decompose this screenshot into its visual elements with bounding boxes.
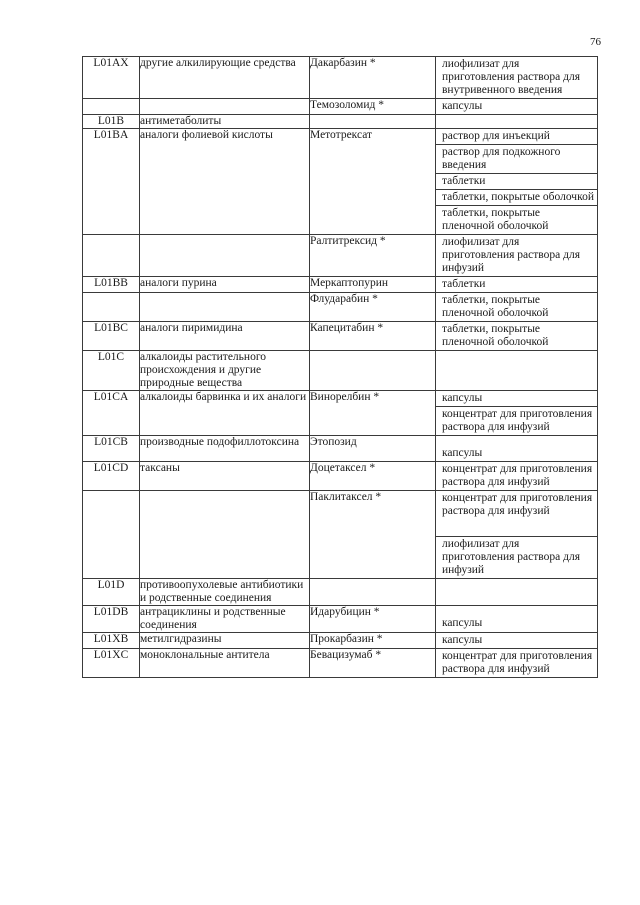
dosage-form: таблетки, покрытые пленочной оболочкой [442, 294, 549, 319]
dosage-form: концентрат для приготовления раствора для инфузий [436, 406, 597, 435]
group-name: противоопухолевые антибиотики и родственные соединения [140, 579, 310, 606]
dosage-forms [436, 606, 598, 633]
group-name: антиметаболиты [140, 115, 310, 129]
dosage-form: капсулы [442, 634, 483, 646]
table-row [83, 115, 598, 129]
atc-code: L01B [83, 115, 140, 129]
atc-code: L01BC [83, 322, 140, 351]
drug-name: Меркаптопурин [310, 277, 436, 293]
drug-name: Дакарбазин * [310, 57, 436, 99]
group-name [140, 99, 310, 115]
table-row [83, 436, 598, 462]
drug-name [310, 579, 436, 606]
drug-name: Бевацизумаб * [310, 649, 436, 678]
dosage-form: капсулы [442, 447, 483, 459]
drug-name: Идарубицин * [310, 606, 436, 633]
dosage-forms [436, 99, 598, 115]
table-row [83, 633, 598, 649]
dosage-form [436, 351, 597, 353]
drug-name: Прокарбазин * [310, 633, 436, 649]
group-name: алкалоиды растительного происхождения и другие природные вещества [140, 351, 310, 391]
atc-code: L01D [83, 579, 140, 606]
group-name: производные подофиллотоксина [140, 436, 310, 462]
table-row [83, 491, 598, 579]
dosage-forms [436, 633, 598, 649]
table-row [83, 606, 598, 633]
dosage-forms [436, 57, 598, 99]
dosage-forms [436, 391, 598, 436]
table-row [83, 351, 598, 391]
atc-code: L01AX [83, 57, 140, 99]
table-row [83, 391, 598, 436]
dosage-form: таблетки [436, 173, 597, 189]
dosage-form: таблетки [442, 278, 486, 290]
group-name: таксаны [140, 462, 310, 491]
dosage-forms [436, 293, 598, 322]
table-row [83, 99, 598, 115]
dosage-form: лиофилизат для приготовления раствора для внутривенного введения [442, 58, 580, 96]
group-name [140, 235, 310, 277]
group-name: аналоги пурина [140, 277, 310, 293]
table-row [83, 462, 598, 491]
atc-code: L01CD [83, 462, 140, 491]
dosage-form: лиофилизат для приготовления раствора для инфузий [436, 536, 597, 578]
group-name [140, 491, 310, 579]
drug-table [82, 56, 598, 678]
group-name: алкалоиды барвинка и их аналоги [140, 391, 310, 436]
table-row [83, 57, 598, 99]
drug-name: Винорелбин * [310, 391, 436, 436]
dosage-form: раствор для подкожного введения [436, 144, 597, 173]
dosage-forms [436, 322, 598, 351]
dosage-forms [436, 579, 598, 606]
drug-name: Паклитаксел * [310, 491, 436, 579]
group-name: аналоги фолиевой кислоты [140, 129, 310, 235]
dosage-form: лиофилизат для приготовления раствора для инфузий [442, 236, 580, 274]
drug-name [310, 115, 436, 129]
drug-name: Этопозид [310, 436, 436, 462]
group-name: антрациклины и родственные соединения [140, 606, 310, 633]
group-name: аналоги пиримидина [140, 322, 310, 351]
group-name [140, 293, 310, 322]
dosage-form: таблетки, покрытые пленочной оболочкой [442, 323, 549, 348]
dosage-form: капсулы [442, 392, 483, 404]
dosage-forms [436, 129, 598, 235]
dosage-form: таблетки, покрытые пленочной оболочкой [436, 205, 597, 234]
dosage-forms [436, 436, 598, 462]
table-row [83, 277, 598, 293]
drug-name: Темозоломид * [310, 99, 436, 115]
table-row [83, 649, 598, 678]
dosage-form: концентрат для приготовления раствора для инфузий [442, 492, 593, 517]
atc-code: L01XB [83, 633, 140, 649]
dosage-form: капсулы [442, 617, 483, 629]
table-row [83, 579, 598, 606]
dosage-forms [436, 491, 598, 579]
atc-code: L01DB [83, 606, 140, 633]
atc-code: L01XC [83, 649, 140, 678]
dosage-forms [436, 649, 598, 678]
drug-name: Капецитабин * [310, 322, 436, 351]
dosage-forms [436, 277, 598, 293]
drug-name [310, 351, 436, 391]
atc-code: L01BA [83, 129, 140, 235]
dosage-form: капсулы [442, 100, 483, 112]
dosage-forms [436, 462, 598, 491]
group-name: метилгидразины [140, 633, 310, 649]
dosage-form [436, 115, 597, 117]
drug-name: Доцетаксел * [310, 462, 436, 491]
atc-code: L01CB [83, 436, 140, 462]
table-row [83, 129, 598, 235]
drug-name: Метотрексат [310, 129, 436, 235]
dosage-forms [436, 351, 598, 391]
atc-code [83, 99, 140, 115]
dosage-form: концентрат для приготовления раствора для инфузий [442, 650, 593, 675]
table-row [83, 293, 598, 322]
atc-code [83, 235, 140, 277]
dosage-form [436, 579, 597, 581]
atc-code: L01C [83, 351, 140, 391]
atc-code: L01CA [83, 391, 140, 436]
dosage-form: концентрат для приготовления раствора для инфузий [442, 463, 593, 488]
page-number: 76 [590, 36, 601, 48]
dosage-form: раствор для инъекций [442, 130, 550, 142]
group-name: другие алкилирующие средства [140, 57, 310, 99]
dosage-forms [436, 235, 598, 277]
atc-code: L01BB [83, 277, 140, 293]
atc-code [83, 293, 140, 322]
table-row [83, 235, 598, 277]
drug-name: Ралтитрексид * [310, 235, 436, 277]
table-row [83, 322, 598, 351]
group-name: моноклональные антитела [140, 649, 310, 678]
drug-name: Флударабин * [310, 293, 436, 322]
dosage-forms [436, 115, 598, 129]
dosage-form: таблетки, покрытые оболочкой [436, 189, 597, 205]
atc-code [83, 491, 140, 579]
